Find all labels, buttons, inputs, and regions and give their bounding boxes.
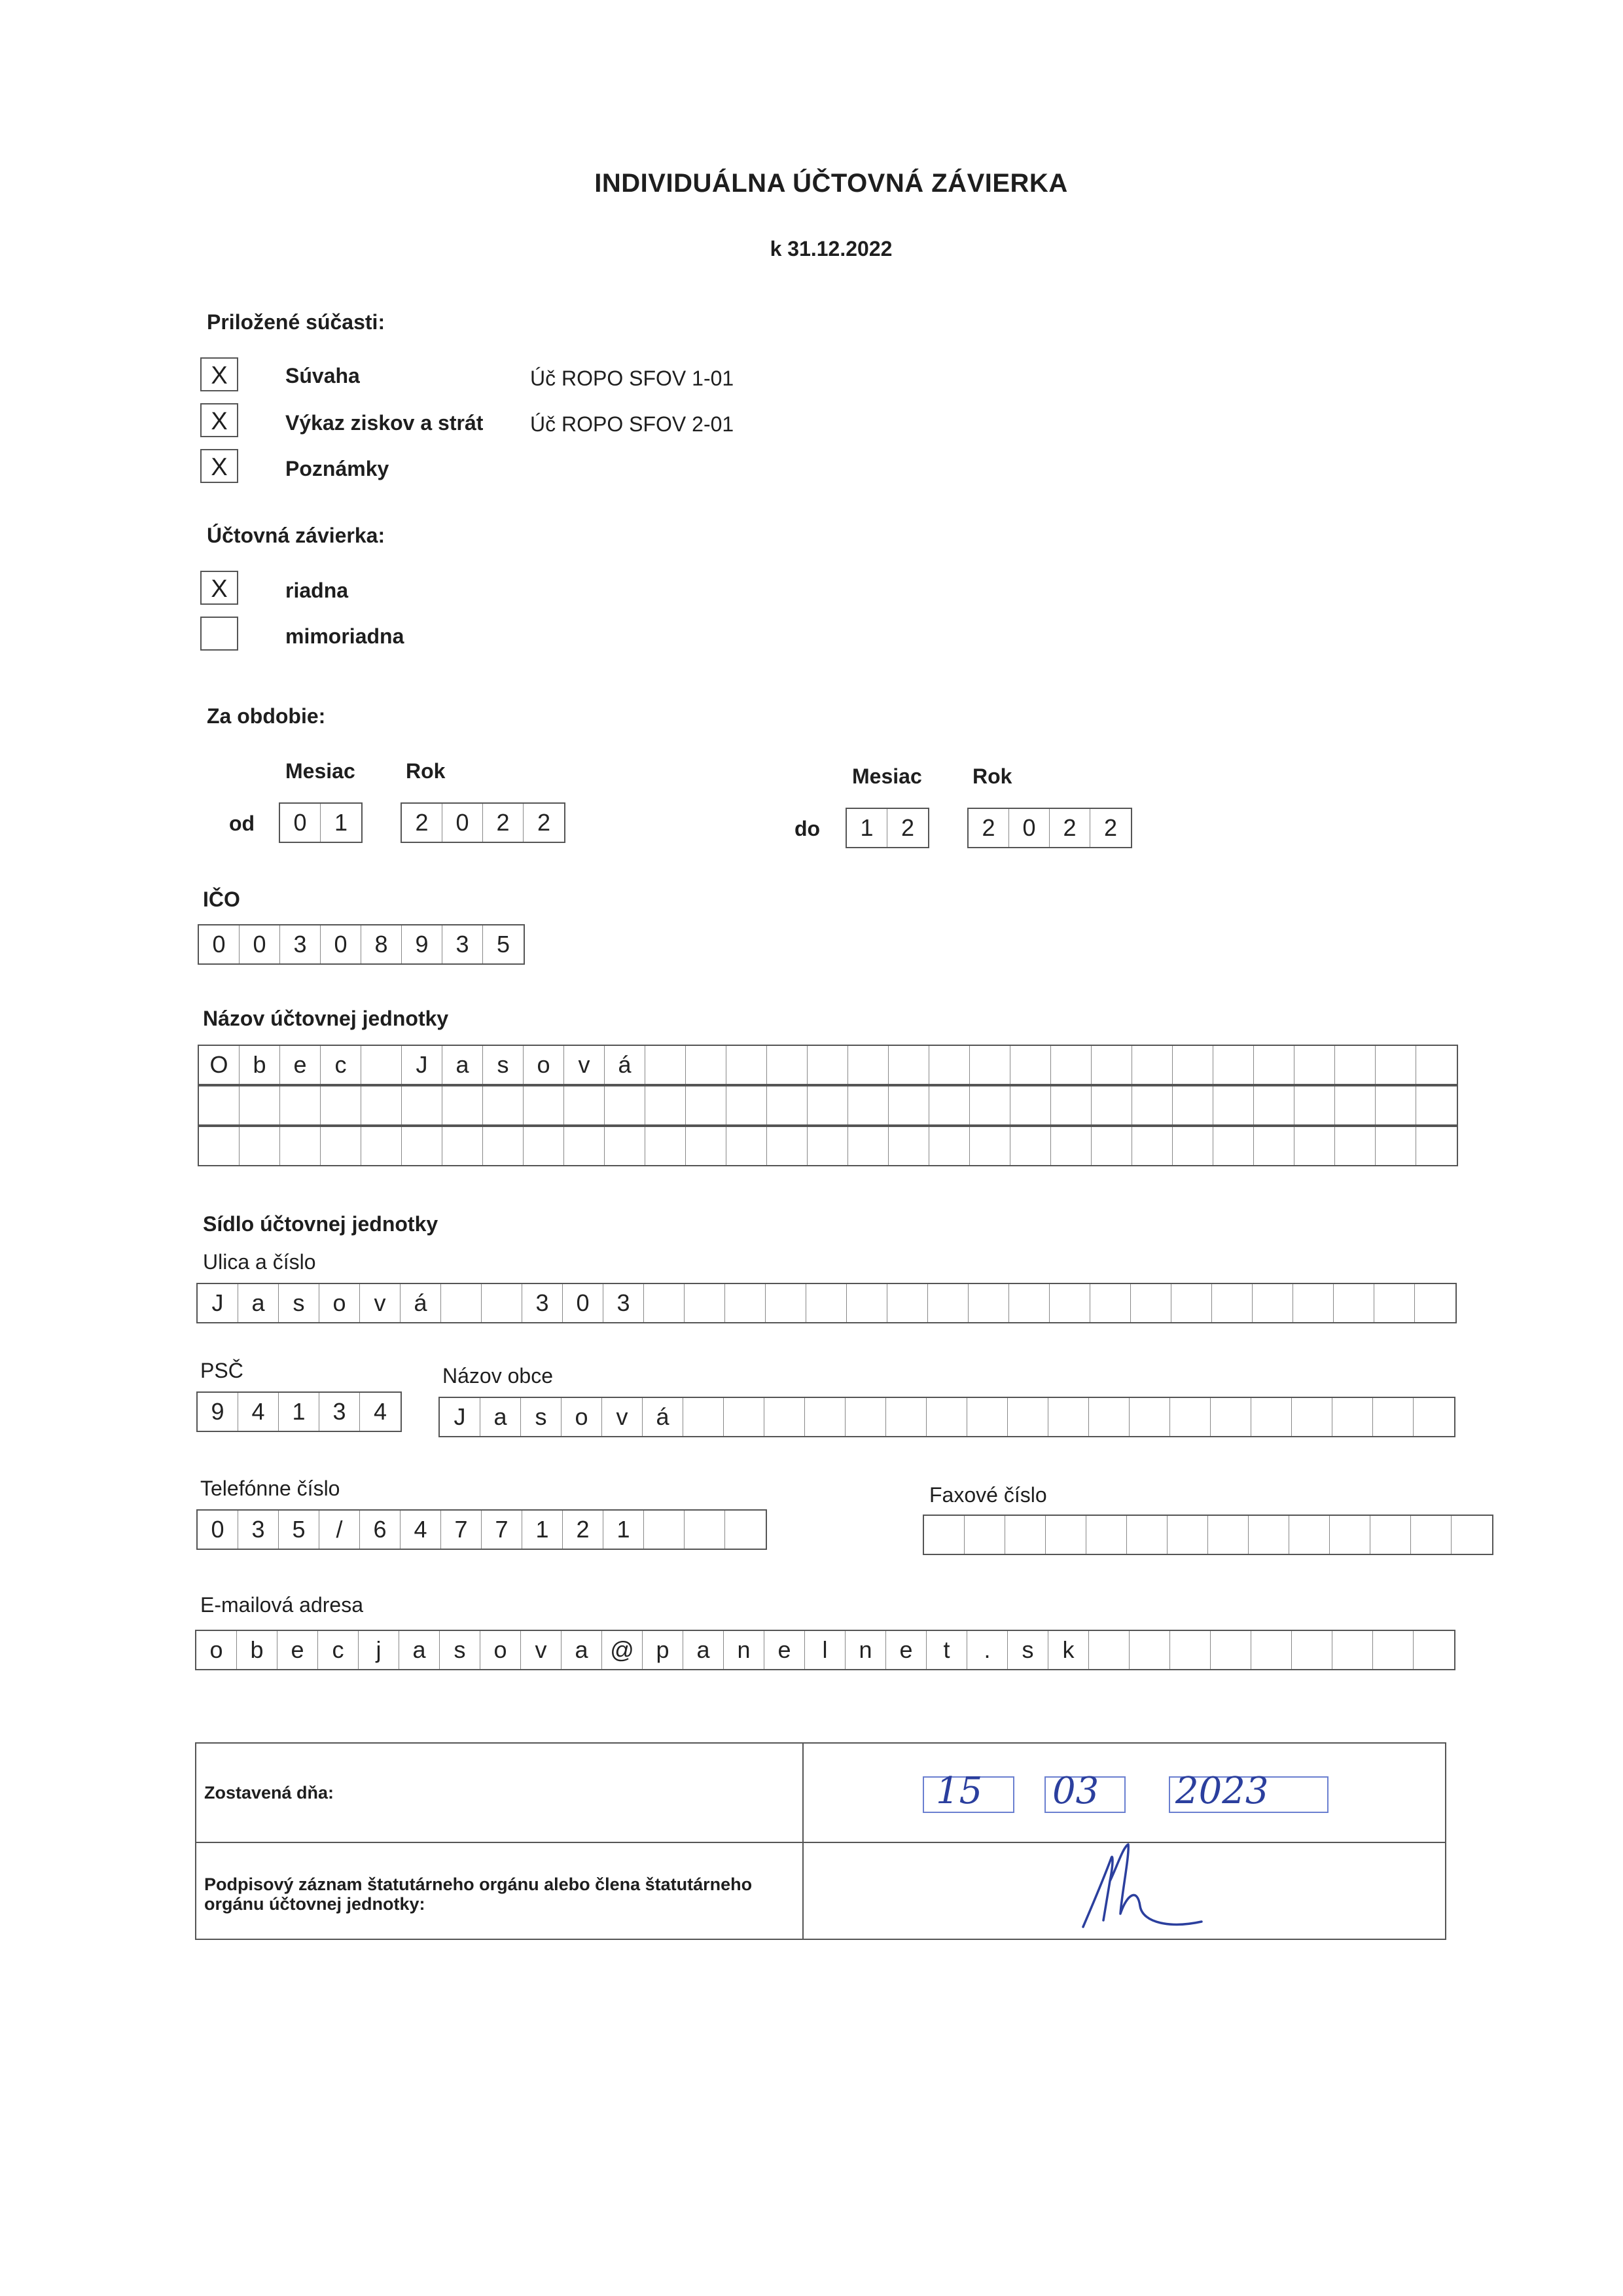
to-year-digit: 0 — [1009, 809, 1050, 847]
psc-digit: 1 — [279, 1393, 319, 1431]
email-char: t — [927, 1631, 967, 1669]
phone-char: 4 — [401, 1511, 441, 1549]
ico-digit: 0 — [240, 925, 280, 963]
to-label: do — [794, 817, 821, 840]
checkbox-riadna[interactable]: X — [200, 571, 238, 605]
phone-char: 6 — [360, 1511, 401, 1549]
entity-name-char — [1173, 1046, 1213, 1084]
city-field[interactable] — [438, 1397, 1455, 1437]
entity-name-char — [889, 1086, 929, 1124]
street-field[interactable] — [196, 1283, 1457, 1323]
checkbox-poznamky[interactable]: X — [200, 449, 238, 483]
city-char: J — [440, 1398, 480, 1436]
entity-name-char — [1092, 1086, 1132, 1124]
entity-name-char: s — [483, 1046, 524, 1084]
period-heading: Za obdobie: — [207, 704, 326, 728]
entity-name-char — [1376, 1086, 1416, 1124]
phone-char: 5 — [279, 1511, 319, 1549]
street-char — [1374, 1284, 1415, 1322]
phone-char: 0 — [198, 1511, 238, 1549]
to-month-field[interactable] — [846, 808, 929, 848]
city-char — [927, 1398, 967, 1436]
entity-name-char — [889, 1127, 929, 1165]
entity-name-char — [970, 1046, 1010, 1084]
street-char — [1090, 1284, 1131, 1322]
phone-char: 2 — [563, 1511, 603, 1549]
ico-field[interactable] — [198, 924, 525, 965]
signature-table — [195, 1742, 1446, 1940]
entity-name-char — [1213, 1046, 1254, 1084]
entity-name-char: b — [240, 1046, 280, 1084]
entity-name-char — [1213, 1086, 1254, 1124]
street-char: v — [360, 1284, 401, 1322]
email-char: j — [359, 1631, 399, 1669]
phone-char: 3 — [238, 1511, 279, 1549]
entity-name-row-3[interactable] — [198, 1126, 1458, 1166]
email-char: o — [480, 1631, 521, 1669]
entity-name-char — [1132, 1127, 1173, 1165]
entity-name-char: á — [605, 1046, 645, 1084]
phone-char — [685, 1511, 725, 1549]
city-char — [886, 1398, 927, 1436]
entity-name-char — [280, 1086, 321, 1124]
document-title: INDIVIDUÁLNA ÚČTOVNÁ ZÁVIERKA — [594, 169, 1068, 198]
entity-name-char — [848, 1127, 889, 1165]
fax-char — [1411, 1516, 1452, 1554]
entity-name-char — [1294, 1127, 1335, 1165]
psc-digit: 4 — [238, 1393, 279, 1431]
city-char — [1251, 1398, 1292, 1436]
entity-name-char — [686, 1086, 726, 1124]
code-vykaz: Úč ROPO SFOV 2-01 — [530, 412, 734, 436]
fax-field[interactable] — [923, 1515, 1493, 1555]
entity-name-char — [1294, 1046, 1335, 1084]
entity-name-char: O — [199, 1046, 240, 1084]
entity-name-char — [686, 1127, 726, 1165]
entity-name-char — [970, 1127, 1010, 1165]
entity-name-char — [726, 1046, 767, 1084]
entity-name-char — [645, 1127, 686, 1165]
from-month-field[interactable] — [279, 802, 363, 843]
entity-name-char — [361, 1127, 402, 1165]
to-year-field[interactable] — [967, 808, 1132, 848]
entity-name-char — [929, 1046, 970, 1084]
psc-field[interactable] — [196, 1391, 402, 1432]
email-char: a — [683, 1631, 724, 1669]
label-suvaha: Súvaha — [285, 364, 360, 387]
compiled-day: 15 — [936, 1770, 983, 1812]
ico-digit: 0 — [199, 925, 240, 963]
entity-name-char — [1335, 1046, 1376, 1084]
fax-char — [1005, 1516, 1046, 1554]
from-month-digit: 1 — [334, 809, 348, 836]
entity-name-char — [808, 1127, 848, 1165]
entity-name-char — [767, 1046, 808, 1084]
street-char: 3 — [603, 1284, 644, 1322]
street-char: a — [238, 1284, 279, 1322]
street-char: s — [279, 1284, 319, 1322]
street-char — [685, 1284, 725, 1322]
label-poznamky: Poznámky — [285, 457, 389, 480]
phone-char — [725, 1511, 766, 1549]
city-char — [1211, 1398, 1251, 1436]
city-char: s — [521, 1398, 562, 1436]
street-char — [1415, 1284, 1455, 1322]
to-year-label: Rok — [972, 764, 1012, 788]
checkbox-mimoriadna[interactable] — [200, 617, 238, 651]
street-char — [1334, 1284, 1374, 1322]
entity-name-char — [1051, 1086, 1092, 1124]
street-char: o — [319, 1284, 360, 1322]
email-char: k — [1048, 1631, 1089, 1669]
entity-name-char — [605, 1086, 645, 1124]
attached-parts-heading: Priložené súčasti: — [207, 310, 385, 334]
entity-name-char — [848, 1086, 889, 1124]
entity-name-char — [1294, 1086, 1335, 1124]
street-char — [847, 1284, 887, 1322]
phone-char: 1 — [603, 1511, 644, 1549]
email-char: c — [318, 1631, 359, 1669]
from-month-label: Mesiac — [285, 759, 355, 783]
city-char — [1130, 1398, 1170, 1436]
entity-name-char — [1254, 1127, 1294, 1165]
email-char — [1292, 1631, 1332, 1669]
email-char — [1170, 1631, 1211, 1669]
to-month-label: Mesiac — [852, 764, 922, 788]
entity-name-char — [199, 1086, 240, 1124]
email-char — [1373, 1631, 1414, 1669]
email-char: . — [967, 1631, 1008, 1669]
checkbox-suvaha[interactable]: X — [200, 357, 238, 391]
from-year-digit: 2 — [537, 809, 551, 836]
email-field[interactable] — [195, 1630, 1455, 1670]
entity-name-char — [199, 1127, 240, 1165]
street-char — [1212, 1284, 1253, 1322]
fax-char — [1208, 1516, 1249, 1554]
street-char: 0 — [563, 1284, 603, 1322]
email-char: a — [399, 1631, 440, 1669]
city-char — [1373, 1398, 1414, 1436]
label-vykaz: Výkaz ziskov a strát — [285, 411, 484, 435]
entity-name-char — [483, 1086, 524, 1124]
phone-char: 7 — [441, 1511, 482, 1549]
phone-char: 7 — [482, 1511, 522, 1549]
to-year-digit: 2 — [1103, 814, 1118, 841]
fax-char — [1168, 1516, 1208, 1554]
fax-char — [1370, 1516, 1411, 1554]
psc-label: PSČ — [200, 1359, 243, 1382]
city-char: v — [602, 1398, 643, 1436]
to-month-digit: 2 — [901, 814, 915, 841]
fax-label: Faxové číslo — [929, 1483, 1047, 1507]
street-char — [766, 1284, 806, 1322]
entity-name-char — [564, 1086, 605, 1124]
entity-name-char — [808, 1046, 848, 1084]
entity-name-char — [1254, 1086, 1294, 1124]
street-char: á — [401, 1284, 441, 1322]
entity-name-char — [1010, 1086, 1051, 1124]
entity-name-char — [483, 1127, 524, 1165]
psc-digit: 4 — [373, 1398, 387, 1425]
entity-name-char — [605, 1127, 645, 1165]
city-char — [724, 1398, 764, 1436]
entity-name-char — [361, 1046, 402, 1084]
email-char: s — [1008, 1631, 1048, 1669]
city-char — [683, 1398, 724, 1436]
label-mimoriadna: mimoriadna — [285, 624, 404, 648]
ico-digit: 5 — [496, 931, 510, 958]
street-char — [1050, 1284, 1090, 1322]
entity-name-char — [1335, 1086, 1376, 1124]
entity-name-char — [1416, 1046, 1457, 1084]
entity-name-char — [929, 1127, 970, 1165]
email-char: p — [643, 1631, 683, 1669]
fax-char — [1046, 1516, 1086, 1554]
email-char: e — [277, 1631, 318, 1669]
table-divider — [196, 1842, 1445, 1843]
entity-name-row-2[interactable] — [198, 1085, 1458, 1126]
email-char: e — [764, 1631, 805, 1669]
city-char — [1170, 1398, 1211, 1436]
email-char: n — [846, 1631, 886, 1669]
street-label: Ulica a číslo — [203, 1250, 316, 1274]
entity-name-char — [1092, 1046, 1132, 1084]
city-char: á — [643, 1398, 683, 1436]
entity-name-char — [1376, 1046, 1416, 1084]
ico-digit: 8 — [361, 925, 402, 963]
entity-name-char: c — [321, 1046, 361, 1084]
psc-digit: 9 — [198, 1393, 238, 1431]
phone-char — [644, 1511, 685, 1549]
email-char: v — [521, 1631, 562, 1669]
entity-name-char — [1051, 1127, 1092, 1165]
entity-name-char — [402, 1086, 442, 1124]
phone-label: Telefónne číslo — [200, 1477, 340, 1500]
street-char — [1131, 1284, 1171, 1322]
entity-name-char — [524, 1127, 564, 1165]
table-divider — [802, 1744, 804, 1939]
phone-char: 1 — [522, 1511, 563, 1549]
city-char — [1048, 1398, 1089, 1436]
from-month-digit: 0 — [280, 804, 321, 842]
email-char — [1414, 1631, 1454, 1669]
entity-name-char — [1213, 1127, 1254, 1165]
compiled-month: 03 — [1052, 1770, 1099, 1812]
entity-name-char — [442, 1086, 483, 1124]
city-char — [1008, 1398, 1048, 1436]
city-char: o — [562, 1398, 602, 1436]
compiled-year: 2023 — [1175, 1770, 1269, 1812]
from-year-field[interactable] — [401, 802, 565, 843]
to-month-digit: 1 — [847, 809, 887, 847]
to-year-digit: 2 — [1050, 809, 1090, 847]
entity-name-char — [1376, 1127, 1416, 1165]
ico-digit: 0 — [321, 925, 361, 963]
entity-name-char — [645, 1046, 686, 1084]
street-char — [887, 1284, 928, 1322]
city-char — [1332, 1398, 1373, 1436]
entity-name-char — [767, 1086, 808, 1124]
entity-name-label: Názov účtovnej jednotky — [203, 1007, 449, 1030]
from-year-digit: 2 — [483, 804, 524, 842]
street-char — [441, 1284, 482, 1322]
entity-name-char — [240, 1127, 280, 1165]
psc-digit: 3 — [319, 1393, 360, 1431]
entity-name-char — [1254, 1046, 1294, 1084]
email-char: l — [805, 1631, 846, 1669]
statement-type-heading: Účtovná závierka: — [207, 524, 385, 547]
ico-digit: 3 — [280, 925, 321, 963]
document-date: k 31.12.2022 — [770, 237, 893, 260]
street-char — [1009, 1284, 1050, 1322]
email-label: E-mailová adresa — [200, 1593, 363, 1617]
city-char — [1292, 1398, 1332, 1436]
entity-name-char — [361, 1086, 402, 1124]
entity-name-char — [1010, 1046, 1051, 1084]
signature-label: Podpisový záznam štatutárneho orgánu alebo člena štatutárneho orgánu účtovnej jednotky: — [204, 1874, 753, 1914]
entity-name-char — [970, 1086, 1010, 1124]
email-char — [1211, 1631, 1251, 1669]
fax-char — [1289, 1516, 1330, 1554]
from-year-label: Rok — [406, 759, 446, 783]
email-char — [1332, 1631, 1373, 1669]
street-char: J — [198, 1284, 238, 1322]
entity-name-char — [442, 1127, 483, 1165]
entity-name-char — [726, 1086, 767, 1124]
email-char — [1251, 1631, 1292, 1669]
street-char — [806, 1284, 847, 1322]
phone-field[interactable] — [196, 1509, 767, 1550]
entity-name-char — [1132, 1086, 1173, 1124]
fax-char — [965, 1516, 1005, 1554]
city-char — [805, 1398, 846, 1436]
street-char — [969, 1284, 1009, 1322]
label-riadna: riadna — [285, 579, 349, 602]
code-suvaha: Úč ROPO SFOV 1-01 — [530, 367, 734, 390]
city-char — [1414, 1398, 1454, 1436]
entity-name-row-1[interactable] — [198, 1045, 1458, 1085]
entity-name-char — [1416, 1127, 1457, 1165]
entity-name-char: a — [442, 1046, 483, 1084]
entity-name-char — [1173, 1086, 1213, 1124]
entity-name-char — [767, 1127, 808, 1165]
entity-name-char — [280, 1127, 321, 1165]
entity-name-char — [848, 1046, 889, 1084]
city-label: Názov obce — [442, 1364, 553, 1388]
fax-char — [1249, 1516, 1289, 1554]
phone-char: / — [319, 1511, 360, 1549]
entity-name-char — [240, 1086, 280, 1124]
entity-name-char — [321, 1127, 361, 1165]
entity-name-char — [564, 1127, 605, 1165]
email-char: a — [562, 1631, 602, 1669]
signature-image — [1073, 1842, 1230, 1940]
fax-char — [1127, 1516, 1168, 1554]
email-char: s — [440, 1631, 480, 1669]
from-year-digit: 0 — [442, 804, 483, 842]
email-char: @ — [602, 1631, 643, 1669]
email-char — [1089, 1631, 1130, 1669]
fax-char — [1452, 1516, 1492, 1554]
compiled-date-label: Zostavená dňa: — [204, 1783, 334, 1803]
entity-name-char — [726, 1127, 767, 1165]
to-year-digit: 2 — [969, 809, 1009, 847]
entity-name-char — [808, 1086, 848, 1124]
seat-heading: Sídlo účtovnej jednotky — [203, 1212, 438, 1236]
city-char — [1089, 1398, 1130, 1436]
entity-name-char — [1010, 1127, 1051, 1165]
street-char — [928, 1284, 969, 1322]
entity-name-char — [1132, 1046, 1173, 1084]
street-char — [1171, 1284, 1212, 1322]
entity-name-char — [321, 1086, 361, 1124]
checkbox-vykaz[interactable]: X — [200, 403, 238, 437]
city-char: a — [480, 1398, 521, 1436]
city-char — [967, 1398, 1008, 1436]
entity-name-char — [1092, 1127, 1132, 1165]
entity-name-char — [889, 1046, 929, 1084]
entity-name-char — [1173, 1127, 1213, 1165]
entity-name-char: J — [402, 1046, 442, 1084]
city-char — [764, 1398, 805, 1436]
ico-label: IČO — [203, 888, 240, 911]
entity-name-char: e — [280, 1046, 321, 1084]
street-char — [725, 1284, 766, 1322]
email-char: n — [724, 1631, 764, 1669]
from-year-digit: 2 — [402, 804, 442, 842]
street-char: 3 — [522, 1284, 563, 1322]
email-char: o — [196, 1631, 237, 1669]
entity-name-char — [686, 1046, 726, 1084]
ico-digit: 3 — [442, 925, 483, 963]
email-char: b — [237, 1631, 277, 1669]
entity-name-char — [524, 1086, 564, 1124]
street-char — [1293, 1284, 1334, 1322]
entity-name-char — [402, 1127, 442, 1165]
entity-name-char — [645, 1086, 686, 1124]
email-char: e — [886, 1631, 927, 1669]
fax-char — [1330, 1516, 1370, 1554]
entity-name-char: v — [564, 1046, 605, 1084]
entity-name-char — [1335, 1127, 1376, 1165]
entity-name-char — [1416, 1086, 1457, 1124]
entity-name-char — [1051, 1046, 1092, 1084]
street-char — [1253, 1284, 1293, 1322]
email-char — [1130, 1631, 1170, 1669]
street-char — [644, 1284, 685, 1322]
entity-name-char: o — [524, 1046, 564, 1084]
city-char — [846, 1398, 886, 1436]
fax-char — [924, 1516, 965, 1554]
street-char — [482, 1284, 522, 1322]
entity-name-char — [929, 1086, 970, 1124]
ico-digit: 9 — [402, 925, 442, 963]
from-label: od — [229, 812, 255, 835]
fax-char — [1086, 1516, 1127, 1554]
